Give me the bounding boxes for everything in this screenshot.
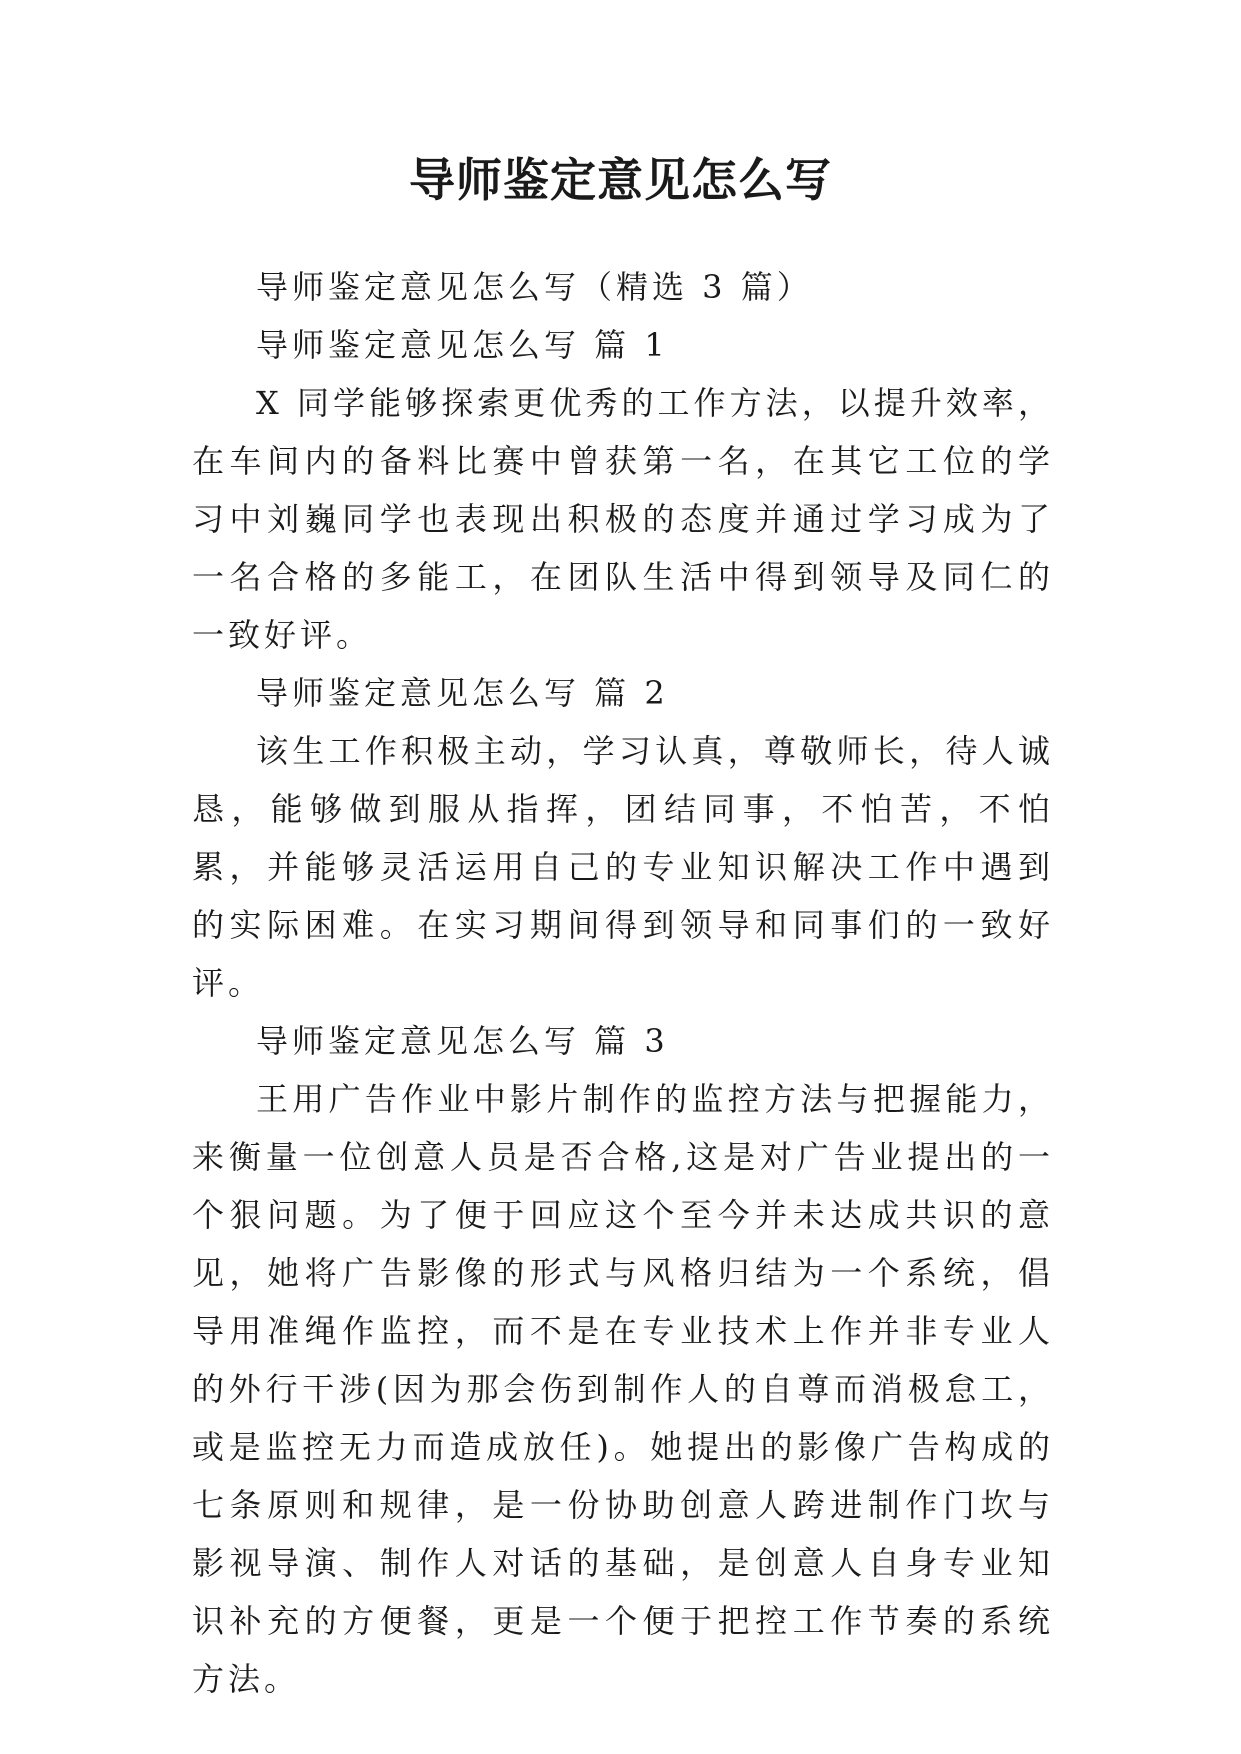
section-body-1: X 同学能够探索更优秀的工作方法，以提升效率，在车间内的备料比赛中曾获第一名，在其它工位的学习中刘巍同学也表现出积极的态度并通过学习成为了一名合格的多能工，在团队生活中得到领导及同仁的一致好评。	[192, 384, 1054, 654]
section-body-2: 该生工作积极主动，学习认真，尊敬师长，待人诚恳，能够做到服从指挥，团结同事，不怕苦，不怕累，并能够灵活运用自己的专业知识解决工作中遇到的实际困难。在实习期间得到领导和同事们的一致好评。	[192, 732, 1054, 1002]
subtitle-heading: 导师鉴定意见怎么写（精选 3 篇）	[256, 268, 813, 306]
document-body	[192, 258, 1054, 1708]
document-title: 导师鉴定意见怎么写	[409, 153, 832, 207]
section-heading-2: 导师鉴定意见怎么写 篇 2	[256, 674, 669, 712]
section-body-3: 王用广告作业中影片制作的监控方法与把握能力，来衡量一位创意人员是否合格,这是对广告业提出的一个狠问题。为了便于回应这个至今并未达成共识的意见，她将广告影像的形式与风格归结为一个系统，倡导用准绳作监控，而不是在专业技术上作并非专业人的外行干涉(因为那会伤到制作人的自尊而消极怠工，或是监控无力而造成放任)。她提出的影像广告构成的七条原则和规律，是一份协助创意人跨进制作门坎与影视导演、制作人对话的基础，是创意人自身专业知识补充的方便餐，更是一个便于把控工作节奏的系统方法。	[192, 1080, 1054, 1698]
section-heading-3: 导师鉴定意见怎么写 篇 3	[256, 1022, 669, 1060]
section-heading-1: 导师鉴定意见怎么写 篇 1	[256, 326, 669, 364]
